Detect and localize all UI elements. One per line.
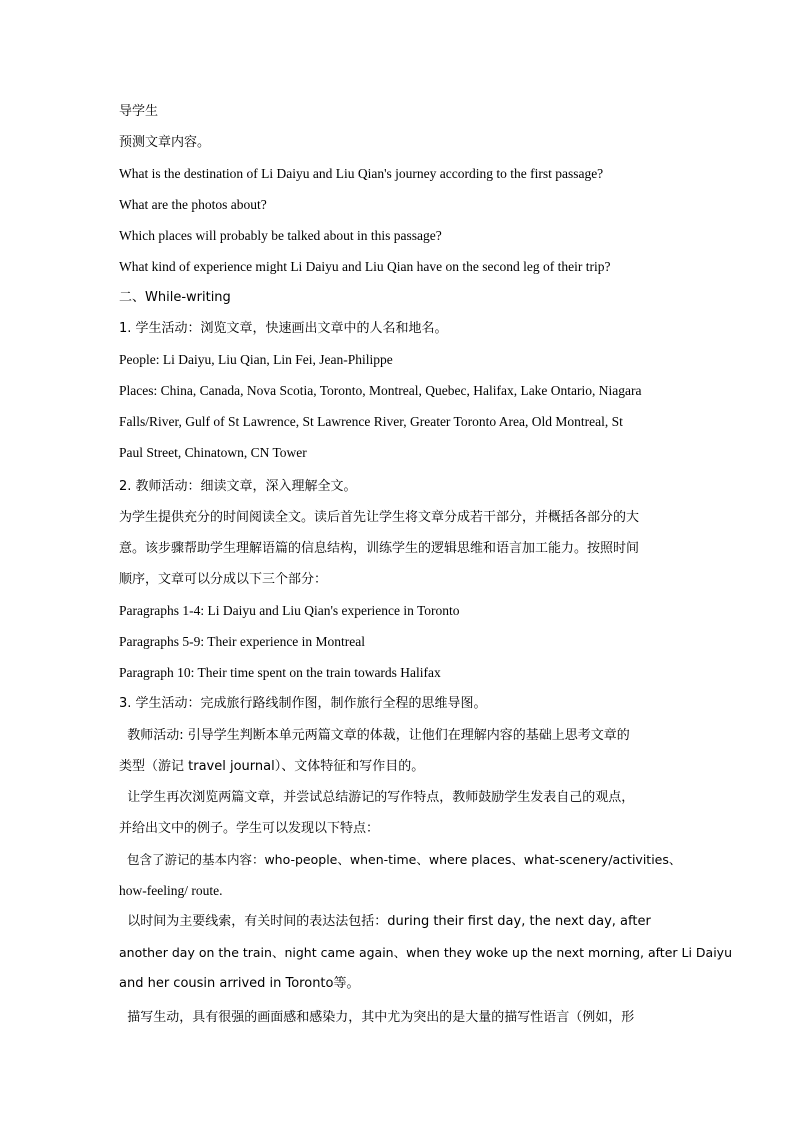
paragraph-line: 类型（游记 travel journal）、文体特征和写作目的。 [119,759,425,774]
question-line: What kind of experience might Li Daiyu and Liu Qian have on the second leg of their trip? [119,259,611,274]
paragraph-line: how-feeling/ route. [119,883,223,898]
text-line: 预测文章内容。 [119,135,211,150]
paragraph-line: 包含了游记的基本内容：who-people、when-time、where places、what-scenery/activities、 [119,852,682,867]
question-line: Which places will probably be talked about in this passage? [119,228,442,243]
outline-line: Paragraphs 5-9: Their experience in Montreal [119,634,366,649]
paragraph-line: and her cousin arrived in Toronto等。 [119,976,360,991]
paragraph-line: 顺序，文章可以分成以下三个部分： [119,572,328,587]
outline-line: Paragraph 10: Their time spent on the train towards Halifax [119,665,441,680]
section-heading: 二、While-writing [119,290,231,305]
paragraph-line: 教师活动: 引导学生判断本单元两篇文章的体裁，让他们在理解内容的基础上思考文章的 [119,728,630,743]
paragraph-line: 为学生提供充分的时间阅读全文。读后首先让学生将文章分成若干部分，并概括各部分的大 [119,510,640,525]
paragraph-line: another day on the train、night came again、when they woke up the next morning, after Li Daiyu [119,945,733,960]
places-line: Paul Street, Chinatown, CN Tower [119,445,307,460]
paragraph-line: 描写生动，具有很强的画面感和感染力，其中尤为突出的是大量的描写性语言（例如，形 [119,1010,635,1025]
paragraph-line: 意。该步骤帮助学生理解语篇的信息结构，训练学生的逻辑思维和语言加工能力。按照时间 [119,541,640,556]
paragraph-line: 以时间为主要线索，有关时间的表达法包括：during their first day, the next day, after [119,914,651,929]
outline-line: Paragraphs 1-4: Li Daiyu and Liu Qian's experience in Toronto [119,603,460,618]
text-line: 导学生 [119,104,159,119]
question-line: What are the photos about? [119,197,267,212]
step-heading: 2. 教师活动：细读文章，深入理解全文。 [119,479,357,494]
step-heading: 3. 学生活动：完成旅行路线制作图，制作旅行全程的思维导图。 [119,696,487,711]
paragraph-line: 让学生再次浏览两篇文章，并尝试总结游记的写作特点，教师鼓励学生发表自己的观点， [119,790,635,805]
people-line: People: Li Daiyu, Liu Qian, Lin Fei, Jean-Philippe [119,352,393,367]
question-line: What is the destination of Li Daiyu and Liu Qian's journey according to the first passage? [119,166,604,181]
step-heading: 1. 学生活动：浏览文章，快速画出文章中的人名和地名。 [119,321,448,336]
places-line: Falls/River, Gulf of St Lawrence, St Lawrence River, Greater Toronto Area, Old Montreal, St [119,414,623,429]
places-line: Places: China, Canada, Nova Scotia, Toronto, Montreal, Quebec, Halifax, Lake Ontario, Niagara [119,383,642,398]
paragraph-line: 并给出文中的例子。学生可以发现以下特点： [119,821,380,836]
